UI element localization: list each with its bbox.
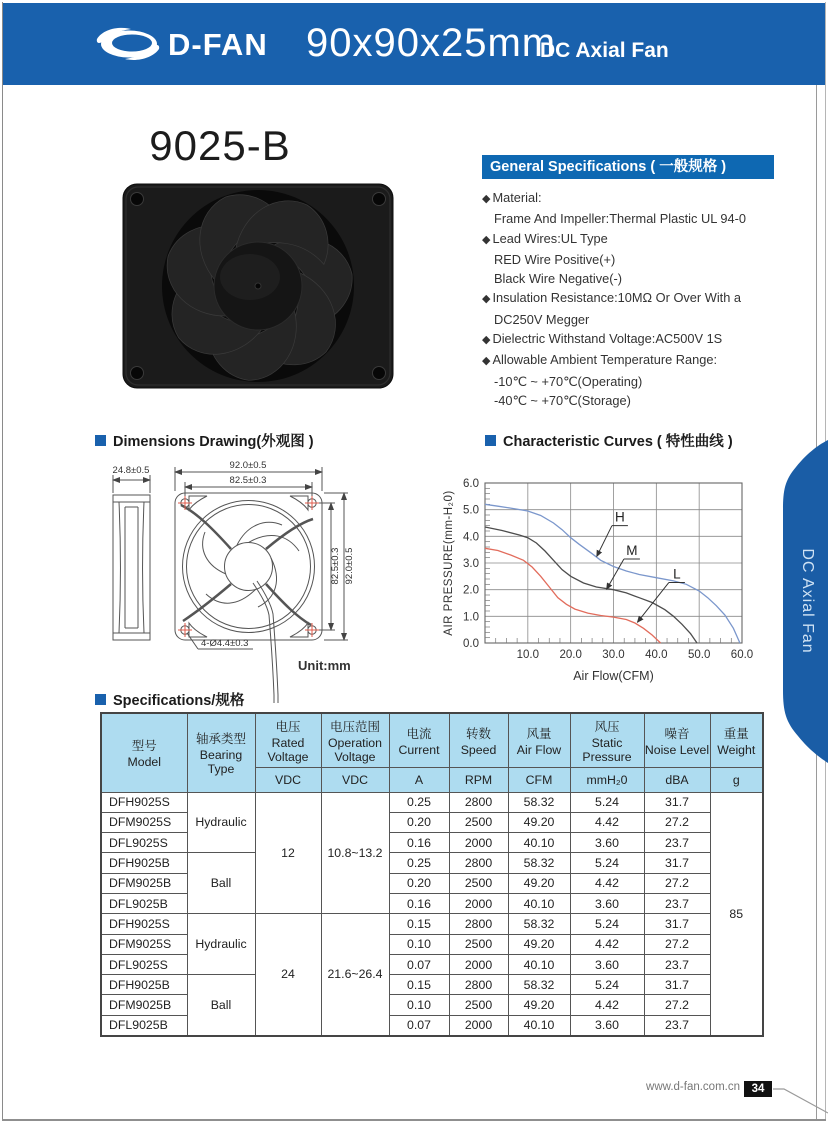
brand-name: D-FAN [168, 27, 268, 62]
spec-item: Frame And Impeller:Thermal Plastic UL 94-0 [494, 211, 747, 227]
table-cell: 40.10 [508, 893, 570, 913]
spec-item: RED Wire Positive(+) [494, 251, 616, 267]
page-number-badge: 34 [744, 1081, 772, 1097]
side-tab [770, 440, 828, 765]
side-view-outline [113, 495, 150, 640]
spec-item: ◆ Material: [482, 190, 542, 205]
y-tick-label: 6.0 [463, 478, 479, 490]
table-cell: 40.10 [508, 954, 570, 974]
table-cell: 31.7 [644, 853, 710, 873]
table-cell: 49.20 [508, 995, 570, 1015]
table-cell: DFL9025S [101, 954, 187, 974]
curve-M [485, 527, 697, 643]
table-cell: DFH9025B [101, 853, 187, 873]
dim-hole-pitch-w: 82.5±0.3 [229, 475, 267, 486]
general-specifications-title: General Specifications ( 一般规格 ) [482, 155, 774, 179]
table-row [101, 914, 763, 934]
table-row [101, 975, 763, 995]
col-unit: dBA [644, 767, 710, 792]
col-unit: CFM [508, 767, 570, 792]
table-cell: DFH9025S [101, 792, 187, 812]
table-cell: 31.7 [644, 914, 710, 934]
x-tick-label: 20.0 [559, 649, 582, 661]
table-cell: 31.7 [644, 975, 710, 995]
table-cell: 3.60 [570, 1015, 644, 1035]
dim-hole-pitch-h: 82.5±0.3 [330, 547, 341, 585]
table-cell: 3.60 [570, 893, 644, 913]
table-cell: 4.42 [570, 995, 644, 1015]
table-cell: 58.32 [508, 792, 570, 812]
table-cell: 58.32 [508, 975, 570, 995]
table-cell: 21.6~26.4 [321, 914, 389, 1036]
x-tick-label: 30.0 [602, 649, 625, 661]
table-cell: 2800 [449, 792, 508, 812]
table-cell: Ball [187, 975, 255, 1036]
table-cell: 4.42 [570, 873, 644, 893]
lead-wires [253, 581, 278, 703]
section-bullet-icon [485, 435, 496, 446]
table-cell: 23.7 [644, 954, 710, 974]
col-unit: mmH₂0 [570, 767, 644, 792]
table-cell: 2500 [449, 995, 508, 1015]
table-cell: DFM9025B [101, 995, 187, 1015]
table-cell: 12 [255, 792, 321, 914]
table-cell: 5.24 [570, 914, 644, 934]
col-unit: VDC [255, 767, 321, 792]
table-cell: 49.20 [508, 812, 570, 832]
header-bar [3, 3, 825, 85]
table-cell: 27.2 [644, 812, 710, 832]
specifications-table-wrap [100, 712, 764, 1037]
table-cell: 27.2 [644, 995, 710, 1015]
x-axis-label: Air Flow(CFM) [573, 669, 654, 683]
table-cell: 49.20 [508, 873, 570, 893]
table-cell: 2000 [449, 833, 508, 853]
table-cell: 27.2 [644, 934, 710, 954]
general-specifications [482, 155, 774, 410]
table-cell: DFL9025S [101, 833, 187, 853]
curve-label-M: M [626, 543, 638, 558]
col-unit: A [389, 767, 449, 792]
col-header: 轴承类型 Bearing Type [187, 713, 255, 792]
col-unit: RPM [449, 767, 508, 792]
table-cell: 2800 [449, 914, 508, 934]
table-cell: DFH9025B [101, 975, 187, 995]
table-cell: 0.25 [389, 792, 449, 812]
fan-product-photo [112, 180, 404, 394]
x-tick-label: 50.0 [687, 649, 711, 661]
table-cell: 0.15 [389, 914, 449, 934]
col-header: 重量 Weight [710, 713, 763, 767]
col-header: 电压范围 Operation Voltage [321, 713, 389, 767]
table-cell: DFM9025S [101, 812, 187, 832]
table-cell: 10.8~13.2 [321, 792, 389, 914]
table-cell: 85 [710, 792, 763, 1036]
table-cell: DFH9025S [101, 914, 187, 934]
unit-label: Unit:mm [298, 658, 351, 673]
spec-item: ◆ Dielectric Withstand Voltage:AC500V 1S [482, 331, 723, 347]
y-tick-label: 3.0 [463, 558, 479, 570]
dim-outer-width: 92.0±0.5 [229, 460, 267, 471]
dimensions-drawing [85, 455, 455, 755]
table-cell: 0.16 [389, 893, 449, 913]
table-cell: 0.10 [389, 995, 449, 1015]
table-cell: 49.20 [508, 934, 570, 954]
footer-corner-line [772, 1078, 828, 1123]
diamond-bullet-icon: ◆ [482, 334, 491, 347]
product-size-title: 90x90x25mm [306, 21, 557, 65]
table-cell: 0.10 [389, 934, 449, 954]
section-bullet-icon [95, 435, 106, 446]
spec-item: ◆ Lead Wires:UL Type [482, 230, 608, 246]
table-cell: 40.10 [508, 833, 570, 853]
table-cell: 58.32 [508, 914, 570, 934]
y-axis-label: AIR PRESSURE(mm-H₂0) [443, 490, 455, 636]
side-tab-label: DC Axial Fan [799, 548, 816, 654]
table-cell: Hydraulic [187, 792, 255, 853]
product-category: DC Axial Fan [540, 39, 669, 62]
curve-label-L: L [673, 566, 681, 582]
table-cell: 23.7 [644, 1015, 710, 1035]
col-header: 电流 Current [389, 713, 449, 767]
page-border-left [2, 2, 3, 1120]
col-header: 风量 Air Flow [508, 713, 570, 767]
spec-item: ◆ Allowable Ambient Temperature Range: [482, 352, 718, 368]
dimensions-section-title: Dimensions Drawing(外观图 ) [95, 430, 314, 451]
table-cell: 2500 [449, 873, 508, 893]
x-tick-label: 40.0 [645, 649, 668, 661]
dim-holes: 4-Ø4.4±0.3 [201, 638, 249, 649]
table-cell: 2800 [449, 975, 508, 995]
table-cell: 23.7 [644, 893, 710, 913]
website-link[interactable]: www.d-fan.com.cn [646, 1081, 740, 1093]
col-header: 型号 Model [101, 713, 187, 792]
table-cell: 2500 [449, 934, 508, 954]
characteristic-curves-chart [440, 450, 775, 695]
curve-H [485, 504, 740, 643]
table-cell: 0.20 [389, 873, 449, 893]
table-cell: 31.7 [644, 792, 710, 812]
model-number: 9025-B [149, 122, 291, 169]
table-cell: 2000 [449, 954, 508, 974]
table-cell: 0.07 [389, 1015, 449, 1035]
table-cell: Hydraulic [187, 914, 255, 975]
table-cell: 24 [255, 914, 321, 1036]
col-header: 风压 Static Pressure [570, 713, 644, 767]
table-cell: 3.60 [570, 833, 644, 853]
table-cell: 5.24 [570, 975, 644, 995]
table-cell: 2500 [449, 812, 508, 832]
table-cell: DFM9025S [101, 934, 187, 954]
table-cell: 58.32 [508, 853, 570, 873]
table-cell: 2000 [449, 893, 508, 913]
table-cell: 23.7 [644, 833, 710, 853]
specifications-table [100, 712, 764, 1037]
table-cell: 0.20 [389, 812, 449, 832]
table-row [101, 853, 763, 873]
col-header: 电压 Rated Voltage [255, 713, 321, 767]
spec-item: Black Wire Negative(-) [494, 271, 622, 287]
table-cell: Ball [187, 853, 255, 914]
diamond-bullet-icon: ◆ [482, 293, 491, 306]
curves-section-title: Characteristic Curves ( 特性曲线 ) [485, 430, 733, 451]
table-cell: 2000 [449, 1015, 508, 1035]
spec-item: -10℃ ~ +70℃(Operating) [494, 373, 643, 389]
y-tick-label: 0.0 [463, 638, 479, 650]
y-tick-label: 4.0 [463, 531, 479, 544]
dim-outer-height: 92.0±0.5 [344, 547, 355, 585]
spec-item: DC250V Megger [494, 311, 590, 327]
dfan-logo-icon [95, 25, 161, 63]
table-cell: 0.16 [389, 833, 449, 853]
col-unit: g [710, 767, 763, 792]
col-unit: VDC [321, 767, 389, 792]
curve-label-H: H [615, 509, 625, 525]
y-tick-label: 5.0 [463, 504, 479, 517]
diamond-bullet-icon: ◆ [482, 193, 491, 205]
spec-table-section-title: Specifications/规格 [95, 689, 244, 710]
table-cell: 27.2 [644, 873, 710, 893]
table-cell: 40.10 [508, 1015, 570, 1035]
table-cell: DFL9025B [101, 893, 187, 913]
table-cell: 0.25 [389, 853, 449, 873]
table-cell: 5.24 [570, 853, 644, 873]
table-cell: DFL9025B [101, 1015, 187, 1035]
page-border-bottom [2, 1119, 826, 1121]
y-tick-label: 1.0 [463, 611, 479, 624]
spec-item: -40℃ ~ +70℃(Storage) [494, 392, 631, 408]
col-header: 转数 Speed [449, 713, 508, 767]
spec-item: ◆ Insulation Resistance:10MΩ Or Over With a [482, 290, 742, 306]
table-cell: 2800 [449, 853, 508, 873]
diamond-bullet-icon: ◆ [482, 233, 491, 246]
col-header: 噪音 Noise Level [644, 713, 710, 767]
table-cell: 0.15 [389, 975, 449, 995]
x-tick-label: 10.0 [516, 649, 540, 661]
x-tick-label: 60.0 [730, 649, 754, 661]
table-row [101, 792, 763, 812]
general-specifications-list [482, 188, 774, 410]
table-cell: 5.24 [570, 792, 644, 812]
table-cell: 4.42 [570, 934, 644, 954]
diamond-bullet-icon: ◆ [482, 355, 491, 368]
table-cell: 0.07 [389, 954, 449, 974]
table-cell: 3.60 [570, 954, 644, 974]
table-cell: DFM9025B [101, 873, 187, 893]
dim-depth: 24.8±0.5 [112, 465, 150, 476]
y-tick-label: 2.0 [463, 584, 479, 597]
table-cell: 4.42 [570, 812, 644, 832]
